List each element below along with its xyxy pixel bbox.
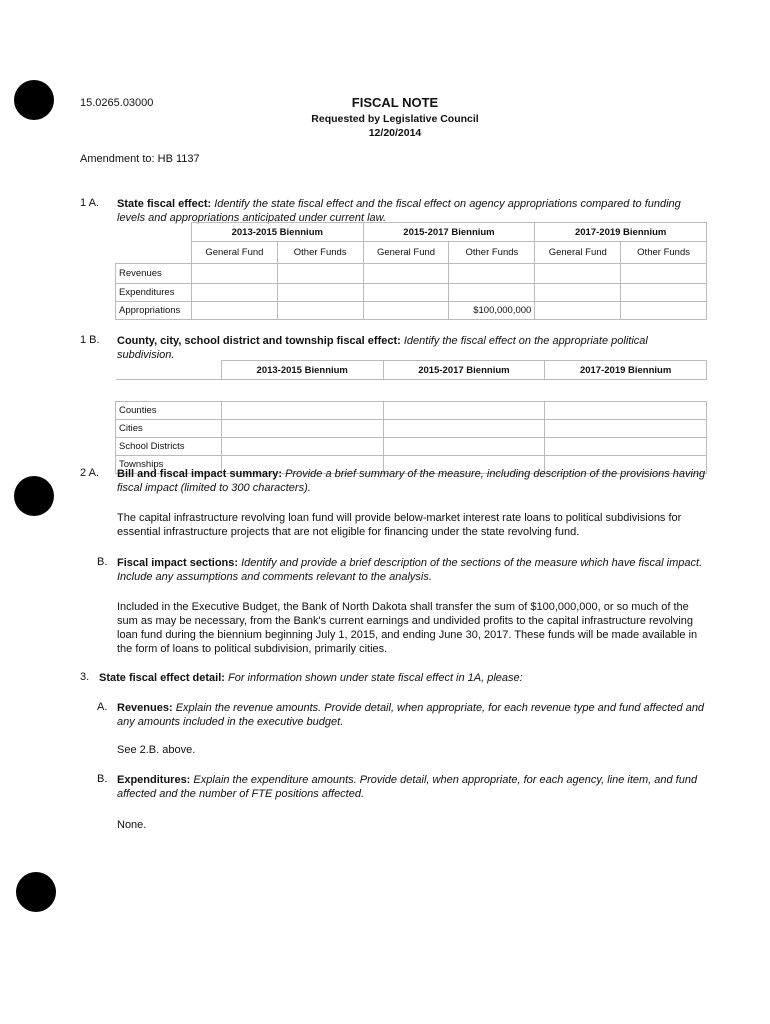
appropriation-amount: $100,000,000 [449, 302, 535, 320]
section-1a-number: 1 A. [80, 197, 99, 209]
section-1a-text: Identify the state fiscal effect and the fiscal effect on agency appropriations compared to funding levels and appropriations anticipated under current law. [117, 198, 681, 224]
row-label: Townships [116, 456, 222, 474]
corner-cell [116, 242, 192, 264]
table-cell [621, 302, 707, 320]
row-label: Appropriations [116, 302, 192, 320]
table-cell [221, 420, 383, 438]
section-3-heading: State fiscal effect detail: [99, 672, 225, 684]
table-cell [535, 302, 621, 320]
biennium-header: 2017-2019 Biennium [535, 223, 707, 242]
section-2a-heading: Bill and fiscal impact summary: [117, 468, 283, 480]
section-1b-number: 1 B. [80, 334, 100, 346]
fund-header: General Fund [363, 242, 449, 264]
section-3a-prompt [117, 701, 707, 729]
table-row [116, 420, 707, 438]
section-1b-heading: County, city, school district and township fiscal effect: [117, 335, 401, 347]
table-row [116, 264, 707, 284]
punch-hole-middle [14, 476, 54, 516]
section-2a-text: Provide a brief summary of the measure, including description of the provisions having fiscal impact (limited to 300 characters). [117, 468, 706, 494]
row-label: Counties [116, 402, 222, 420]
row-label: School Districts [116, 438, 222, 456]
section-2b-text: Identify and provide a brief description of the sections of the measure which have fiscal impact. Include any assumptions and comments relevant to the analysis. [117, 557, 703, 583]
row-label: Expenditures [116, 284, 192, 302]
political-subdivision-table [115, 360, 707, 474]
section-1b-prompt [117, 334, 707, 362]
section-3b-prompt [117, 773, 707, 801]
table-cell [191, 302, 277, 320]
section-3-number: 3. [80, 671, 90, 683]
corner-cell [116, 361, 222, 380]
table-cell [221, 438, 383, 456]
requested-by: Requested by Legislative Council [311, 113, 479, 125]
corner-cell [116, 223, 192, 242]
table-cell [621, 284, 707, 302]
section-2a-body: The capital infrastructure revolving loan fund will provide below-market interest rate loans to political subdivisions for essential infrastructure projects that are not eligible for financing under the state revolving fund. [117, 512, 682, 538]
table-row [116, 402, 707, 420]
table-cell [545, 438, 707, 456]
table-cell [191, 264, 277, 284]
fund-header: General Fund [191, 242, 277, 264]
section-3b-body: None. [117, 819, 147, 831]
biennium-header: 2013-2015 Biennium [191, 223, 363, 242]
table-cell [363, 284, 449, 302]
table-cell [535, 264, 621, 284]
table-cell [191, 284, 277, 302]
table-cell [449, 284, 535, 302]
table-cell [383, 402, 545, 420]
fund-header: Other Funds [621, 242, 707, 264]
section-1a-heading: State fiscal effect: [117, 198, 212, 210]
table-cell [449, 264, 535, 284]
table-cell [221, 402, 383, 420]
section-1b-text: Identify the fiscal effect on the appropriate political subdivision. [117, 335, 648, 361]
state-fiscal-effect-table [115, 222, 707, 320]
section-2b-body: Included in the Executive Budget, the Bank of North Dakota shall transfer the sum of $100,000,000, or so much of the sum as may be necessary, from the Bank's current earnings and undivided profits to the capital infrastructure revolving loan fund during the biennium beginning July 1, 2015, and ending June 30, 2017. These funds will be made available in the form of loans to political subdivision, primarily cities. [117, 601, 698, 655]
section-2a-prompt [117, 467, 707, 495]
table-cell [277, 284, 363, 302]
fund-header: Other Funds [449, 242, 535, 264]
table-cell [277, 302, 363, 320]
section-3a-number: A. [97, 701, 108, 713]
amendment-line: Amendment to: HB 1137 [80, 153, 200, 165]
table-cell [363, 264, 449, 284]
biennium-header: 2017-2019 Biennium [545, 361, 707, 380]
section-2b-heading: Fiscal impact sections: [117, 557, 239, 569]
section-1a-prompt [117, 197, 707, 225]
table-cell [545, 402, 707, 420]
row-label: Revenues [116, 264, 192, 284]
table-cell [621, 264, 707, 284]
section-3a-heading: Revenues: [117, 702, 173, 714]
section-3b-heading: Expenditures: [117, 774, 191, 786]
table-cell [535, 284, 621, 302]
section-3-text: For information shown under state fiscal effect in 1A, please: [228, 672, 523, 684]
biennium-header: 2015-2017 Biennium [383, 361, 545, 380]
document-date: 12/20/2014 [368, 127, 422, 139]
section-2a-number: 2 A. [80, 467, 99, 479]
fund-header: Other Funds [277, 242, 363, 264]
section-3a-text: Explain the revenue amounts. Provide detail, when appropriate, for each revenue type and fund affected and any amounts included in the executive budget. [117, 702, 705, 728]
table-row [116, 284, 707, 302]
fund-header: General Fund [535, 242, 621, 264]
table-row [116, 438, 707, 456]
table-cell [277, 264, 363, 284]
section-3a-body: See 2.B. above. [117, 744, 196, 756]
document-id: 15.0265.03000 [80, 97, 154, 109]
section-3b-text: Explain the expenditure amounts. Provide detail, when appropriate, for each agency, line item, and fund affected and the number of FTE positions affected. [117, 774, 698, 800]
section-2b-number: B. [97, 556, 108, 568]
punch-hole-bottom [16, 872, 56, 912]
table-cell [545, 420, 707, 438]
section-3-prompt [99, 671, 709, 685]
table-cell [383, 438, 545, 456]
table-cell [383, 420, 545, 438]
biennium-header: 2015-2017 Biennium [363, 223, 535, 242]
section-3b-number: B. [97, 773, 108, 785]
biennium-header: 2013-2015 Biennium [221, 361, 383, 380]
section-2b-prompt [117, 556, 707, 584]
table-cell [363, 302, 449, 320]
punch-hole-top [14, 80, 54, 120]
row-label: Cities [116, 420, 222, 438]
spacer-row [116, 380, 707, 402]
document-title: FISCAL NOTE [351, 95, 439, 110]
table-row [116, 302, 707, 320]
